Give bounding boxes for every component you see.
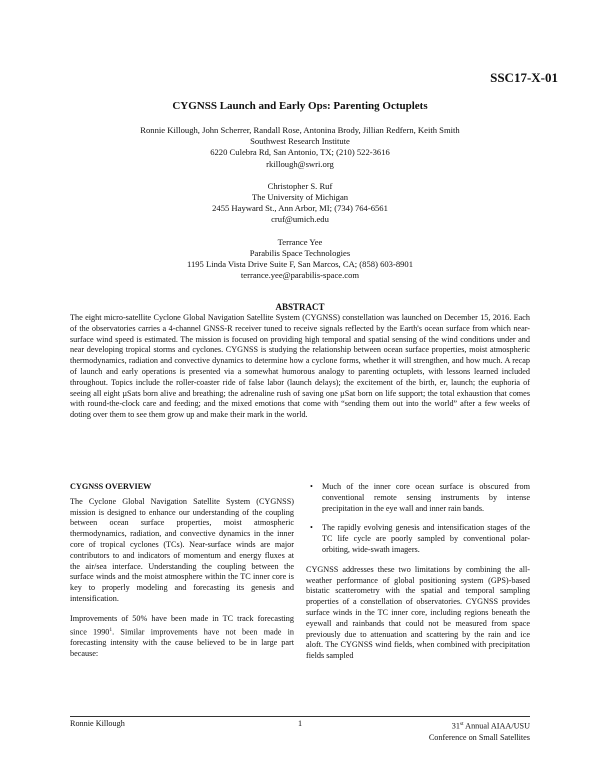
author-affiliation: Southwest Research Institute [250, 136, 350, 147]
bullet-text: Much of the inner core ocean surface is obscured from conventional remote sensing instruments by intense precipitation in the eye wall and inner rain bands. [322, 482, 530, 513]
abstract-heading: ABSTRACT [275, 302, 325, 312]
author-address: 2455 Hayward St., Ann Arbor, MI; (734) 764-6561 [212, 203, 388, 214]
author-address: 6220 Culebra Rd, San Antonio, TX; (210) 522-3616 [210, 147, 390, 158]
bullet-icon: • [310, 482, 313, 491]
author-block [0, 125, 600, 170]
author-block [0, 181, 600, 226]
footnote-ref: 1 [109, 626, 113, 633]
author-names: Christopher S. Ruf [267, 180, 333, 191]
abstract-text: The eight micro-satellite Cyclone Global Navigation Satellite System (CYGNSS) constellation was launched on December 15, 2016. Each of the observatories carries a 4-channel GNSS-R receiver tuned to receive signals reflected by the Earth's ocean surface from which near-surface wind speed is estimated. The mission is focused on providing high temporal and spatial sensing of the wind conditions under and near developing tropical storms and cyclones. CYGNSS is studying the relationship between ocean surface properties, moist atmospheric thermodynamics, radiation and convective dynamics to determine how a cyclone forms, whether it will strengthen, and how much. A recap of launch and early operations is presented via a somewhat humorous analogy to parenting octuplets, with lessons learned included throughout. Topics include the roller-coaster ride of false labor (launch delays); the excitement of the birth, er, launch; the euphoria of seeing all eight µSats born alive and breathing; the adrenaline rush of saving one µSat born on life support; the total exhaustion that comes with round-the-clock care and feeding; and the mixed emotions that come with “sending them out into the world” after a few weeks of doting over them to see them grow up and make their mark in the world. [70, 313, 530, 420]
bullet-list [306, 482, 530, 556]
p2-text-b: . Similar improvements have not been made in forecasting intensity with the cause believed to be in large part because: [70, 627, 295, 658]
author-names: Terrance Yee [277, 236, 323, 247]
conf-number: 31 [451, 721, 460, 731]
author-affiliation: Parabilis Space Technologies [249, 247, 351, 258]
bullet-icon: • [310, 523, 313, 533]
bullet-text: The rapidly evolving genesis and intensification stages of the TC life cycle are poorly sampled by conventional polar-orbiting, wide-swath imagers. [322, 523, 530, 554]
author-block [0, 237, 600, 282]
conf-ordinal: st [459, 721, 464, 727]
conf-name: Annual AIAA/USU [463, 721, 530, 731]
page-number: 1 [297, 719, 303, 728]
footer-author: Ronnie Killough [70, 719, 125, 728]
right-column [306, 482, 530, 671]
author-email: rkillough@swri.org [266, 158, 334, 169]
bullet-item [306, 523, 530, 555]
section-heading: CYGNSS OVERVIEW [70, 482, 152, 491]
paper-id: SSC17-X-01 [490, 70, 558, 85]
author-email: cruf@umich.edu [271, 214, 329, 225]
author-list [0, 125, 600, 292]
overview-paragraph-3: CYGNSS addresses these two limitations by combining the all-weather performance of global positioning system (GPS)-based bistatic scatterometry with the spatial and temporal sampling properties of a constellation of observatories. CYGNSS provides surface winds in the TC inner core, including regions beneath the eyewall and rainbands that could not be measured from space previously due to attenuation and scattering by the rain and ice aloft. The CYGNSS wind fields, when combined with precipitation fields sampled [306, 564, 530, 661]
author-names: Ronnie Killough, John Scherrer, Randall Rose, Antonina Brody, Jillian Redfern, Keith Smith [140, 125, 460, 135]
left-column [70, 482, 294, 669]
author-address: 1195 Linda Vista Drive Suite F, San Marcos, CA; (858) 603-8901 [186, 259, 414, 270]
overview-paragraph-2 [70, 614, 294, 660]
p2-text-a: Improvements of 50% have been made in TC track forecasting since 1990 [70, 613, 294, 637]
footer-conference [429, 719, 530, 743]
footer-conference-line-1 [429, 719, 530, 733]
overview-paragraph-1: The Cyclone Global Navigation Satellite System (CYGNSS) mission is designed to enhance our understanding of the coupling between ocean surface properties, moist atmospheric thermodynamics, radiation, and convective dynamics in the inner core of tropical cyclones (TCs). Near-surface winds are major contributors to and indicators of momentum and energy fluxes at the air/sea interface. Understanding the coupling between the surface winds and the moist atmosphere within the TC inner core is key to properly modeling and forecasting its genesis and intensification. [70, 496, 294, 603]
author-affiliation: The University of Michigan [251, 192, 349, 203]
footer-conference-line-2: Conference on Small Satellites [428, 732, 530, 742]
author-email: terrance.yee@parabilis-space.com [240, 270, 360, 281]
bullet-item [306, 482, 530, 514]
paper-title: CYGNSS Launch and Early Ops: Parenting Octuplets [172, 100, 428, 112]
footer-divider [70, 716, 530, 717]
